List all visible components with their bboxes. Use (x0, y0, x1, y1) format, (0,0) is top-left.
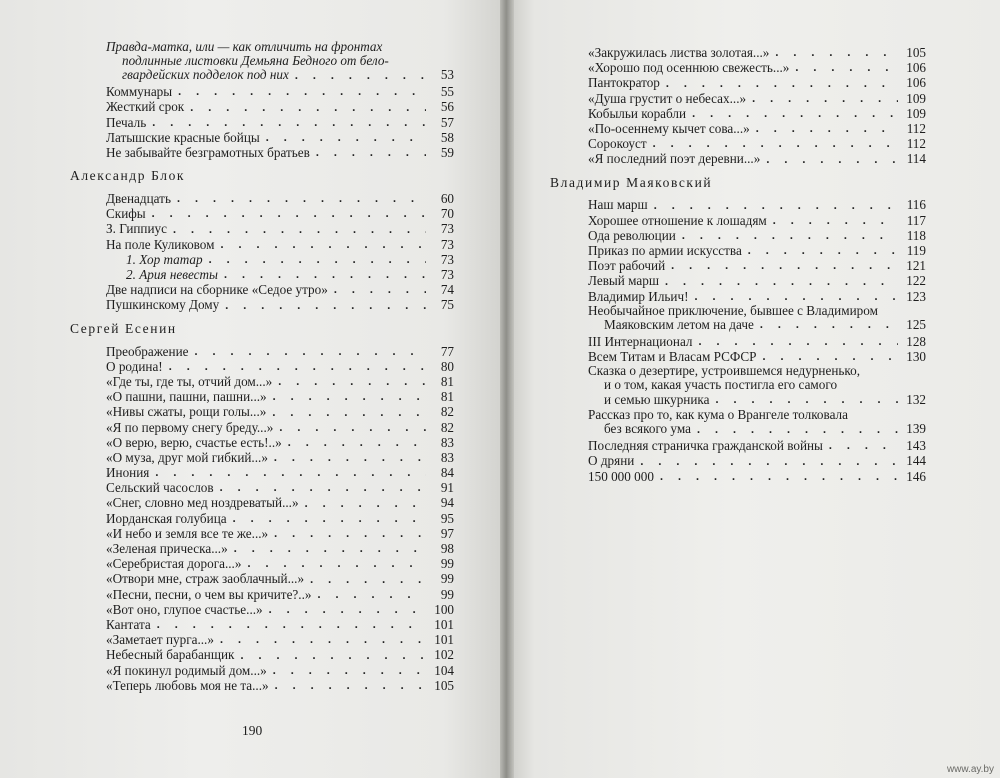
dot-leader (274, 452, 426, 462)
entry-title: «О муза, друг мой гибкий...» (106, 449, 268, 465)
esenin-entries (66, 344, 454, 693)
dot-leader (209, 254, 426, 264)
entry-page-number: 81 (440, 389, 454, 405)
toc-entry (66, 115, 454, 130)
entry-page-number: 118 (906, 227, 926, 243)
dot-leader (234, 543, 426, 553)
entry-page-number: 58 (440, 129, 454, 145)
toc-entry-neobychaynoe (550, 304, 926, 332)
entry-title: З. Гиппиус (106, 221, 167, 237)
dot-leader (660, 471, 898, 481)
entry-page-number: 55 (440, 84, 454, 100)
toc-entry (550, 469, 926, 484)
entry-page-number: 143 (906, 438, 926, 454)
toc-entry (66, 663, 454, 678)
entry-page-number: 84 (440, 465, 454, 481)
entry-page-number: 117 (906, 212, 926, 228)
toc-entry-skazka (550, 364, 926, 407)
entry-title: О дряни (588, 453, 635, 469)
toc-entry-rasskaz (550, 408, 926, 436)
entry-title: «Хорошо под осеннюю свежесть...» (588, 60, 790, 76)
esenin-continued-entries (550, 45, 926, 167)
toc-entry (550, 438, 926, 453)
entry-page-number: 73 (440, 236, 454, 252)
toc-entry (66, 374, 454, 389)
entry-title-line: Маяковским летом на даче (604, 316, 754, 332)
toc-entry (66, 480, 454, 495)
entry-title: «Душа грустит о небесах...» (588, 90, 747, 106)
toc-entry (66, 191, 454, 206)
dot-leader (317, 589, 426, 599)
bedny-entries (66, 84, 454, 160)
entry-page-number: 70 (440, 206, 454, 222)
entry-title: «Где ты, где ты, отчий дом...» (106, 373, 273, 389)
author-heading-esenin: Сергей Есенин (70, 320, 177, 336)
author-heading-blok: Александр Блок (70, 168, 186, 184)
entry-title: Печаль (106, 114, 147, 130)
entry-title: «Я по первому снегу бреду...» (106, 419, 274, 435)
toc-entry (550, 136, 926, 151)
entry-title: Небесный барабанщик (106, 647, 235, 663)
toc-entry (550, 273, 926, 288)
toc-entry (66, 450, 454, 465)
toc-entry (66, 526, 454, 541)
toc-entry (550, 198, 926, 213)
toc-entry (66, 435, 454, 450)
toc-entry (66, 420, 454, 435)
right-toc (550, 45, 926, 484)
dot-leader (173, 224, 426, 234)
toc-entry (66, 237, 454, 252)
entry-page-number: 80 (440, 358, 454, 374)
dot-leader (169, 361, 426, 371)
dot-leader (279, 422, 426, 432)
mayakovsky-entries (550, 198, 926, 304)
entry-page-number: 105 (906, 44, 926, 60)
toc-entry (66, 221, 454, 236)
dot-leader (666, 78, 898, 88)
entry-page-number: 100 (434, 601, 454, 617)
entry-title: 2. Ария невесты (126, 267, 218, 283)
toc-entry (550, 243, 926, 258)
entry-page-number: 130 (906, 348, 926, 364)
entry-title: Всем Титам и Власам РСФСР (588, 348, 757, 364)
toc-entry (66, 617, 454, 632)
entry-page-number: 73 (440, 221, 454, 237)
entry-title: Скифы (106, 206, 146, 222)
dot-leader (752, 93, 898, 103)
dot-leader (275, 680, 426, 690)
entry-page-number: 125 (906, 316, 926, 332)
toc-entry (550, 75, 926, 90)
dot-leader (157, 619, 426, 629)
entry-title: О родина! (106, 358, 163, 374)
entry-page-number: 82 (440, 419, 454, 435)
toc-entry (66, 571, 454, 586)
entry-title: Поэт рабочий (588, 258, 666, 274)
dot-leader (773, 215, 898, 225)
dot-leader (178, 86, 426, 96)
entry-title: Коммунары (106, 84, 173, 100)
toc-entry (66, 587, 454, 602)
toc-entry (66, 359, 454, 374)
entry-title: Левый марш (588, 273, 660, 289)
dot-leader (654, 200, 898, 210)
entry-title: Владимир Ильич! (588, 288, 689, 304)
entry-page-number: 121 (906, 258, 926, 274)
entry-title: 1. Хор татар (126, 251, 203, 267)
toc-entry (550, 151, 926, 166)
dot-leader (699, 336, 899, 346)
entry-page-number: 128 (906, 333, 926, 349)
entry-page-number: 123 (906, 288, 926, 304)
dot-leader (715, 394, 898, 404)
entry-title-line: Сказка о дезертире, устроившемся недурненько, (588, 363, 861, 379)
entry-title: Сорокоуст (588, 136, 647, 152)
toc-subentry (66, 267, 454, 282)
entry-page-number: 102 (434, 647, 454, 663)
entry-title: Двенадцать (106, 191, 171, 207)
page-number-folio: 190 (242, 723, 263, 738)
entry-title: Пантократор (588, 75, 660, 91)
author-heading-mayakovsky: Владимир Маяковский (550, 174, 713, 190)
entry-title: Иорданская голубица (106, 510, 227, 526)
entry-page-number: 146 (906, 468, 926, 484)
dot-leader (155, 467, 426, 477)
entry-page-number: 56 (440, 99, 454, 115)
entry-page-number: 73 (440, 251, 454, 267)
entry-title: Ода революции (588, 227, 676, 243)
entry-page-number: 94 (440, 495, 454, 511)
entry-page-number: 112 (906, 120, 926, 136)
mayakovsky-entries (550, 334, 926, 364)
entry-page-number: 83 (440, 449, 454, 465)
dot-leader (220, 482, 426, 492)
toc-entry (66, 99, 454, 114)
entry-title: Не забывайте безграмотных братьев (106, 144, 310, 160)
entry-title-line: Правда-матка, или — как отличить на фронтах (106, 38, 383, 54)
entry-page-number: 83 (440, 434, 454, 450)
entry-title: «И небо и земля все те же...» (106, 525, 269, 541)
entry-page-number: 91 (440, 480, 454, 496)
entry-title: Сельский часослов (106, 480, 214, 496)
entry-page-number: 114 (906, 151, 926, 167)
entry-title: «Теперь любовь моя не та...» (106, 677, 269, 693)
entry-title: «Песни, песни, о чем вы кричите?..» (106, 586, 312, 602)
toc-entry (550, 45, 926, 60)
toc-entry (66, 511, 454, 526)
dot-leader (316, 147, 426, 157)
entry-page-number: 116 (906, 197, 926, 213)
toc-entry (66, 145, 454, 160)
dot-leader (240, 650, 426, 660)
dot-leader (697, 424, 898, 434)
toc-entry (66, 130, 454, 145)
toc-entry (66, 556, 454, 571)
entry-title-line: и о том, какая участь постигла его самого (604, 377, 838, 393)
entry-title-line: Необычайное приключение, бывшее с Владимиром (588, 302, 878, 318)
toc-entry (550, 213, 926, 228)
dot-leader (273, 665, 426, 675)
dot-leader (829, 440, 898, 450)
toc-entry (66, 297, 454, 312)
dot-leader (762, 351, 898, 361)
entry-page-number: 99 (440, 571, 454, 587)
entry-page-number: 75 (440, 297, 454, 313)
entry-title: «Зеленая прическа...» (106, 541, 228, 557)
entry-title: Хорошее отношение к лошадям (588, 212, 767, 228)
entry-title: Кантата (106, 616, 151, 632)
entry-title: Латышские красные бойцы (106, 129, 260, 145)
entry-page-number: 82 (440, 404, 454, 420)
entry-title: Кобыльи корабли (588, 105, 687, 121)
toc-entry (66, 632, 454, 647)
dot-leader (247, 558, 426, 568)
entry-title: Наш марш (588, 197, 648, 213)
dot-leader (266, 132, 426, 142)
dot-leader (274, 528, 426, 538)
dot-leader (278, 376, 426, 386)
entry-title: III Интернационал (588, 333, 693, 349)
entry-page-number: 112 (906, 136, 926, 152)
dot-leader (692, 108, 898, 118)
dot-leader (334, 284, 426, 294)
entry-title: «О верю, верю, счастье есть!..» (106, 434, 282, 450)
dot-leader (760, 319, 898, 329)
dot-leader (272, 407, 426, 417)
dot-leader (695, 291, 899, 301)
dot-leader (756, 123, 898, 133)
entry-title-line: гвардейских подделок под них (122, 67, 289, 83)
entry-title: Пушкинскому Дому (106, 297, 220, 313)
dot-leader (220, 634, 426, 644)
entry-page-number: 104 (434, 662, 454, 678)
dot-leader (653, 138, 898, 148)
entry-title-line: Рассказ про то, как кума о Врангеле толковала (588, 407, 848, 423)
toc-entry (66, 647, 454, 662)
toc-entry-pravda (66, 40, 454, 83)
toc-subentry (66, 252, 454, 267)
entry-title: «Отвори мне, страж заоблачный...» (106, 571, 305, 587)
entry-title: Приказ по армии искусства (588, 243, 742, 259)
entry-page-number: 77 (440, 343, 454, 359)
dot-leader (766, 154, 898, 164)
entry-title-line: и семью шкурника (604, 391, 710, 407)
entry-page-number: 139 (906, 421, 926, 437)
entry-title: Две надписи на сборнике «Седое утро» (106, 282, 328, 298)
entry-page-number: 99 (440, 556, 454, 572)
toc-entry (550, 289, 926, 304)
entry-title: «Закружилась листва золотая...» (588, 44, 770, 60)
dot-leader (177, 193, 426, 203)
dot-leader (194, 346, 426, 356)
dot-leader (795, 62, 898, 72)
entry-page-number: 99 (440, 586, 454, 602)
entry-title: 150 000 000 (588, 468, 654, 484)
toc-entry (550, 334, 926, 349)
entry-title: «Заметает пурга...» (106, 632, 214, 648)
entry-page-number: 119 (906, 243, 926, 259)
toc-entry (550, 453, 926, 468)
blok-entries (66, 191, 454, 313)
entry-page-number: 98 (440, 541, 454, 557)
dot-leader (305, 498, 426, 508)
dot-leader (775, 47, 898, 57)
toc-entry (66, 678, 454, 693)
dot-leader (233, 513, 426, 523)
entry-title: «Вот оно, глупое счастье...» (106, 601, 263, 617)
toc-entry (66, 282, 454, 297)
dot-leader (748, 245, 898, 255)
entry-title: «О пашни, пашни, пашни...» (106, 389, 267, 405)
entry-page-number: 53 (440, 67, 454, 83)
toc-entry (66, 541, 454, 556)
toc-entry (66, 344, 454, 359)
dot-leader (310, 574, 426, 584)
toc-entry (550, 121, 926, 136)
toc-entry (66, 206, 454, 221)
entry-title: Инония (106, 465, 150, 481)
entry-page-number: 73 (440, 267, 454, 283)
entry-page-number: 101 (434, 616, 454, 632)
entry-page-number: 109 (906, 90, 926, 106)
entry-page-number: 101 (434, 632, 454, 648)
entry-title: Последняя страничка гражданской войны (588, 438, 823, 454)
toc-entry (66, 404, 454, 419)
entry-page-number: 95 (440, 510, 454, 526)
left-toc (66, 40, 454, 693)
toc-entry (550, 91, 926, 106)
toc-entry (66, 389, 454, 404)
entry-page-number: 97 (440, 525, 454, 541)
toc-entry (550, 258, 926, 273)
toc-entry (66, 602, 454, 617)
entry-title: На поле Куликовом (106, 236, 215, 252)
entry-page-number: 122 (906, 273, 926, 289)
entry-title-line: без всякого ума (604, 421, 691, 437)
dot-leader (682, 230, 898, 240)
dot-leader (152, 208, 426, 218)
entry-page-number: 74 (440, 282, 454, 298)
toc-entry (66, 465, 454, 480)
dot-leader (221, 239, 427, 249)
book-gutter (500, 0, 514, 778)
dot-leader (152, 117, 426, 127)
dot-leader (273, 391, 426, 401)
dot-leader (288, 437, 426, 447)
mayakovsky-entries (550, 438, 926, 484)
entry-title: «Серебристая дорога...» (106, 556, 242, 572)
entry-page-number: 109 (906, 105, 926, 121)
entry-title: «Снег, словно мед ноздреватый...» (106, 495, 299, 511)
entry-page-number: 60 (440, 191, 454, 207)
entry-title: «Я покинул родимый дом...» (106, 662, 267, 678)
entry-title: «Нивы сжаты, рощи голы...» (106, 404, 267, 420)
entry-page-number: 57 (440, 114, 454, 130)
entry-title: «По-осеннему кычет сова...» (588, 120, 750, 136)
entry-title: Жесткий срок (106, 99, 185, 115)
dot-leader (640, 456, 898, 466)
toc-entry (550, 349, 926, 364)
entry-page-number: 106 (906, 60, 926, 76)
entry-title: «Я последний поэт деревни...» (588, 151, 761, 167)
dot-leader (225, 300, 426, 310)
entry-page-number: 59 (440, 144, 454, 160)
entry-title-line: подлинные листовки Демьяна Бедного от бело- (122, 53, 389, 69)
watermark-text: www.ay.by (946, 764, 994, 775)
entry-title: Преображение (106, 343, 189, 359)
toc-entry (550, 106, 926, 121)
entry-page-number: 106 (906, 75, 926, 91)
dot-leader (224, 269, 426, 279)
toc-entry (550, 60, 926, 75)
dot-leader (190, 102, 426, 112)
entry-page-number: 132 (906, 391, 926, 407)
entry-page-number: 144 (906, 453, 926, 469)
dot-leader (665, 276, 898, 286)
toc-entry (66, 84, 454, 99)
toc-entry (66, 495, 454, 510)
dot-leader (269, 604, 426, 614)
entry-page-number: 81 (440, 373, 454, 389)
dot-leader (671, 260, 898, 270)
entry-page-number: 105 (434, 677, 454, 693)
toc-entry (550, 228, 926, 243)
dot-leader (295, 70, 426, 80)
